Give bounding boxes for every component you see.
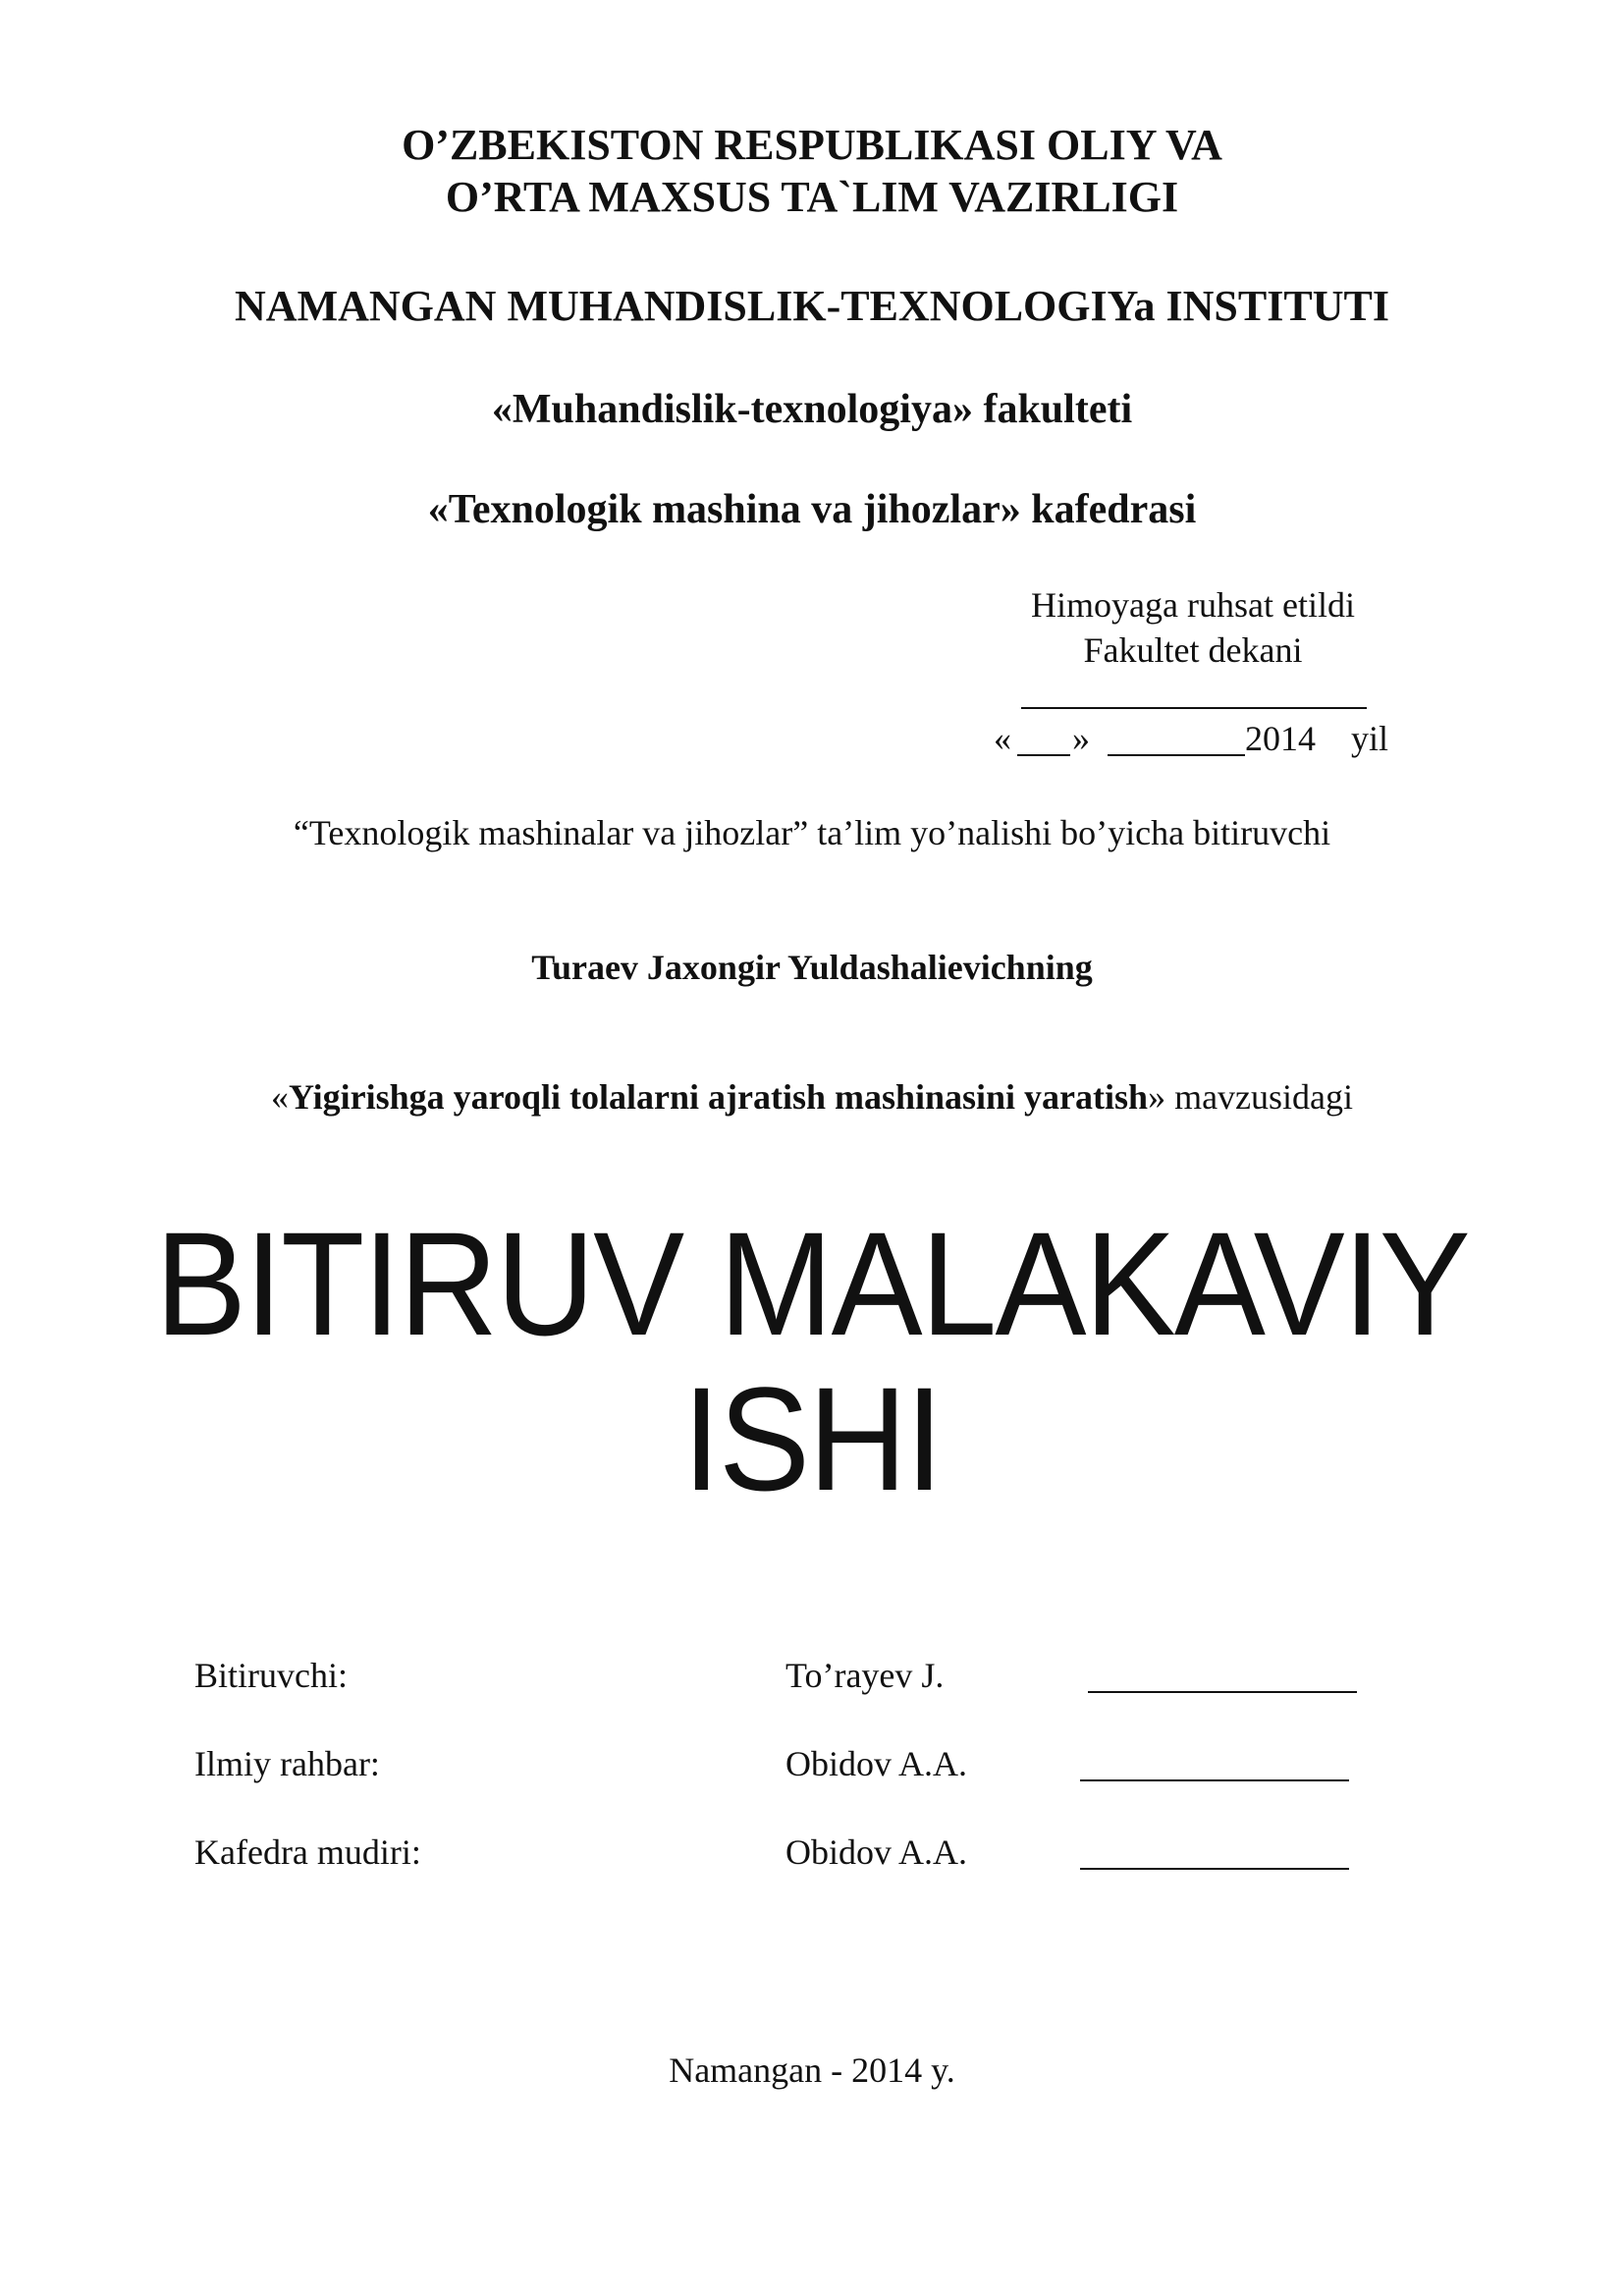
signature-role: Kafedra mudiri: [194,1832,421,1872]
ministry-title-line1: O’ZBEKISTON RESPUBLIKASI OLIY VA [402,121,1222,169]
topic-open-quote: « [270,1077,289,1117]
signature-line [1080,1779,1349,1781]
department-name: «Texnologik mashina va jihozlar» kafedrasi [427,487,1197,532]
topic-title: Yigirishga yaroqli tolalarni ajratish mashinasini yaratish [288,1077,1149,1117]
signature-role: Bitiruvchi: [194,1656,348,1695]
date-year-suffix: yil [1351,719,1389,758]
topic-close: » mavzusidagi [1148,1077,1354,1117]
month-blank [1108,754,1245,756]
direction-text: “Texnologik mashinalar va jihozlar” ta’lim yo’nalishi bo’yicha bitiruvchi [293,813,1331,852]
date-close-quote: » [1072,719,1090,758]
dean-signature-line [1021,707,1367,709]
topic-line [0,1079,1624,1115]
footer-place-year: Namangan - 2014 y. [669,2050,955,2090]
institute-name: NAMANGAN MUHANDISLIK-TEXNOLOGIYa INSTITUTI [235,282,1389,330]
date-open-quote: « [994,719,1011,758]
signature-name: Obidov A.A. [785,1832,968,1872]
approval-line1: Himoyaga ruhsat etildi [1031,585,1355,625]
approval-line2: Fakultet dekani [1083,630,1303,670]
work-title-line1: BITIRUV MALAKAVIY [155,1201,1469,1366]
signature-name: To’rayev J. [785,1656,945,1695]
faculty-name: «Muhandislik-texnologiya» fakulteti [491,387,1133,432]
work-title-line2: ISHI [682,1356,942,1521]
day-blank [1017,754,1070,756]
ministry-title-line2: O’RTA MAXSUS TA`LIM VAZIRLIGI [445,173,1179,221]
signature-name: Obidov A.A. [785,1744,968,1783]
date-year: 2014 [1245,719,1316,758]
student-name: Turaev Jaxongir Yuldashalievichning [531,948,1093,987]
signature-line [1088,1691,1357,1693]
signature-line [1080,1868,1349,1870]
signature-role: Ilmiy rahbar: [194,1744,380,1783]
